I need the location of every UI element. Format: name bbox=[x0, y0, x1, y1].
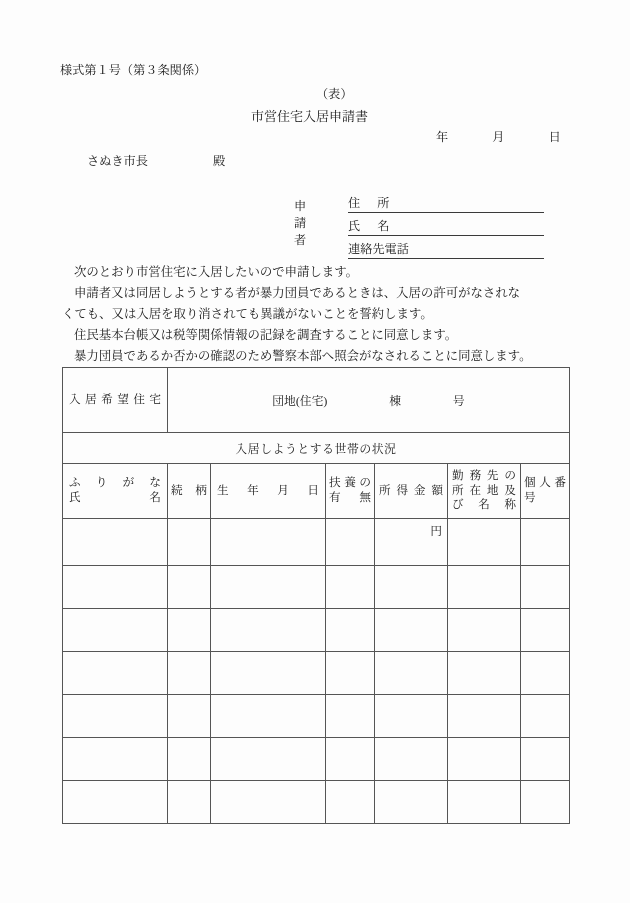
cell-relationship[interactable] bbox=[168, 519, 211, 566]
table-row-column-headers bbox=[63, 464, 570, 519]
cell-relationship[interactable] bbox=[168, 738, 211, 781]
cell-personal-number[interactable] bbox=[521, 738, 570, 781]
cell-income[interactable] bbox=[375, 566, 448, 609]
table-row[interactable] bbox=[63, 738, 570, 781]
column-header-workplace-line2: 所在地及 bbox=[452, 483, 516, 497]
side-label: （表） bbox=[316, 87, 353, 101]
cell-income[interactable] bbox=[375, 781, 448, 824]
table-row[interactable] bbox=[63, 652, 570, 695]
cell-workplace[interactable] bbox=[448, 695, 521, 738]
cell-relationship[interactable] bbox=[168, 652, 211, 695]
table-row-desired-housing bbox=[63, 368, 570, 433]
desired-housing-value-cell[interactable] bbox=[168, 368, 570, 433]
column-header-personal-number bbox=[521, 464, 570, 519]
column-header-furigana: ふりがな bbox=[69, 476, 161, 490]
cell-dependents[interactable] bbox=[326, 566, 375, 609]
addressee-honorific: 殿 bbox=[212, 154, 226, 168]
cell-relationship[interactable] bbox=[168, 566, 211, 609]
statement-application: 次のとおり市営住宅に入居したいので申請します。 bbox=[74, 265, 358, 279]
cell-name[interactable] bbox=[63, 695, 168, 738]
cell-name[interactable] bbox=[63, 738, 168, 781]
column-header-income-text: 所得金額 bbox=[379, 483, 443, 497]
name-label-b: 名 bbox=[377, 219, 390, 233]
table-row[interactable] bbox=[63, 609, 570, 652]
addressee-name: さぬき市長 bbox=[87, 154, 148, 168]
cell-birthdate[interactable] bbox=[211, 695, 326, 738]
column-header-birthdate bbox=[211, 464, 326, 519]
cell-personal-number[interactable] bbox=[521, 609, 570, 652]
cell-income[interactable] bbox=[375, 695, 448, 738]
table-row[interactable] bbox=[63, 566, 570, 609]
table-row[interactable] bbox=[63, 695, 570, 738]
cell-workplace[interactable] bbox=[448, 519, 521, 566]
cell-name[interactable] bbox=[63, 519, 168, 566]
column-header-dependents-line2: 有 無 bbox=[329, 491, 371, 504]
cell-birthdate[interactable] bbox=[211, 609, 326, 652]
column-header-workplace-line1: 勤務先の bbox=[452, 468, 516, 482]
table-row[interactable] bbox=[63, 781, 570, 824]
desired-housing-label-text: 入居希望住宅 bbox=[69, 392, 161, 406]
cell-birthdate[interactable] bbox=[211, 652, 326, 695]
cell-name[interactable] bbox=[63, 781, 168, 824]
cell-workplace[interactable] bbox=[448, 609, 521, 652]
cell-workplace[interactable] bbox=[448, 566, 521, 609]
cell-income[interactable] bbox=[375, 519, 448, 566]
desired-housing-fields bbox=[168, 392, 569, 409]
column-header-relationship bbox=[168, 464, 211, 519]
applicant-address-field[interactable] bbox=[348, 197, 544, 213]
cell-dependents[interactable] bbox=[326, 609, 375, 652]
cell-dependents[interactable] bbox=[326, 519, 375, 566]
cell-name[interactable] bbox=[63, 566, 168, 609]
income-unit-label: 円 bbox=[430, 525, 442, 538]
cell-income[interactable] bbox=[375, 609, 448, 652]
cell-workplace[interactable] bbox=[448, 652, 521, 695]
household-section-title-text: 入居しようとする世帯の状況 bbox=[235, 441, 397, 456]
form-number: 様式第１号（第３条関係） bbox=[60, 63, 207, 77]
cell-relationship[interactable] bbox=[168, 781, 211, 824]
cell-birthdate[interactable] bbox=[211, 519, 326, 566]
column-header-relationship-text: 続柄 bbox=[171, 483, 207, 497]
number-label: 号 bbox=[452, 393, 465, 408]
name-label-a: 氏 bbox=[348, 219, 361, 233]
cell-birthdate[interactable] bbox=[211, 781, 326, 824]
cell-name[interactable] bbox=[63, 652, 168, 695]
cell-birthdate[interactable] bbox=[211, 738, 326, 781]
building-label: 棟 bbox=[389, 393, 402, 408]
cell-workplace[interactable] bbox=[448, 738, 521, 781]
applicant-name-field[interactable] bbox=[348, 220, 544, 236]
cell-dependents[interactable] bbox=[326, 695, 375, 738]
cell-relationship[interactable] bbox=[168, 695, 211, 738]
statement-residence-records-consent: 住民基本台帳又は税等関係情報の記録を調査することに同意します。 bbox=[74, 328, 458, 342]
cell-income[interactable] bbox=[375, 738, 448, 781]
cell-dependents[interactable] bbox=[326, 781, 375, 824]
cell-birthdate[interactable] bbox=[211, 566, 326, 609]
statement-gang-pledge-line2: くても、又は入居を取り消されても異議がないことを誓約します。 bbox=[62, 307, 433, 321]
column-header-dependents bbox=[326, 464, 375, 519]
cell-dependents[interactable] bbox=[326, 738, 375, 781]
cell-personal-number[interactable] bbox=[521, 566, 570, 609]
applicant-label: 申請者 bbox=[294, 199, 307, 247]
desired-housing-label bbox=[63, 368, 168, 433]
table-row-household-title bbox=[63, 433, 570, 464]
cell-workplace[interactable] bbox=[448, 781, 521, 824]
cell-name[interactable] bbox=[63, 609, 168, 652]
statement-police-inquiry-consent: 暴力団員であるか否かの確認のため警察本部へ照会がなされることに同意します。 bbox=[74, 349, 532, 363]
column-header-personal-number-text: 個人番号 bbox=[524, 476, 566, 504]
statement-gang-pledge-line1: 申請者又は同居しようとする者が暴力団員であるときは、入居の許可がなされな bbox=[74, 286, 521, 300]
phone-label: 連絡先電話 bbox=[348, 242, 409, 256]
date-day-label: 日 bbox=[548, 130, 561, 144]
column-header-income bbox=[375, 464, 448, 519]
address-label-b: 所 bbox=[377, 196, 390, 210]
column-header-dependents-line1: 扶養の bbox=[329, 476, 371, 490]
column-header-workplace bbox=[448, 464, 521, 519]
household-section-title bbox=[63, 433, 570, 464]
cell-relationship[interactable] bbox=[168, 609, 211, 652]
table-row[interactable] bbox=[63, 519, 570, 566]
document-title: 市営住宅入居申請書 bbox=[251, 109, 369, 124]
date-month-label: 月 bbox=[492, 130, 505, 144]
date-year-label: 年 bbox=[436, 130, 449, 144]
cell-personal-number[interactable] bbox=[521, 519, 570, 566]
column-header-workplace-line3: び 名 称 bbox=[452, 498, 516, 512]
cell-personal-number[interactable] bbox=[521, 652, 570, 695]
cell-personal-number[interactable] bbox=[521, 781, 570, 824]
column-header-name bbox=[63, 464, 168, 519]
estate-label: 団地(住宅) bbox=[272, 393, 328, 408]
applicant-phone-field[interactable] bbox=[348, 243, 544, 259]
cell-personal-number[interactable] bbox=[521, 695, 570, 738]
date-line bbox=[436, 131, 561, 143]
addressee-line bbox=[87, 155, 225, 167]
column-header-birthdate-text: 生年月日 bbox=[217, 483, 319, 497]
cell-income[interactable] bbox=[375, 652, 448, 695]
application-table bbox=[62, 367, 570, 824]
column-header-fullname: 氏 名 bbox=[69, 491, 161, 504]
cell-dependents[interactable] bbox=[326, 652, 375, 695]
address-label-a: 住 bbox=[348, 196, 361, 210]
